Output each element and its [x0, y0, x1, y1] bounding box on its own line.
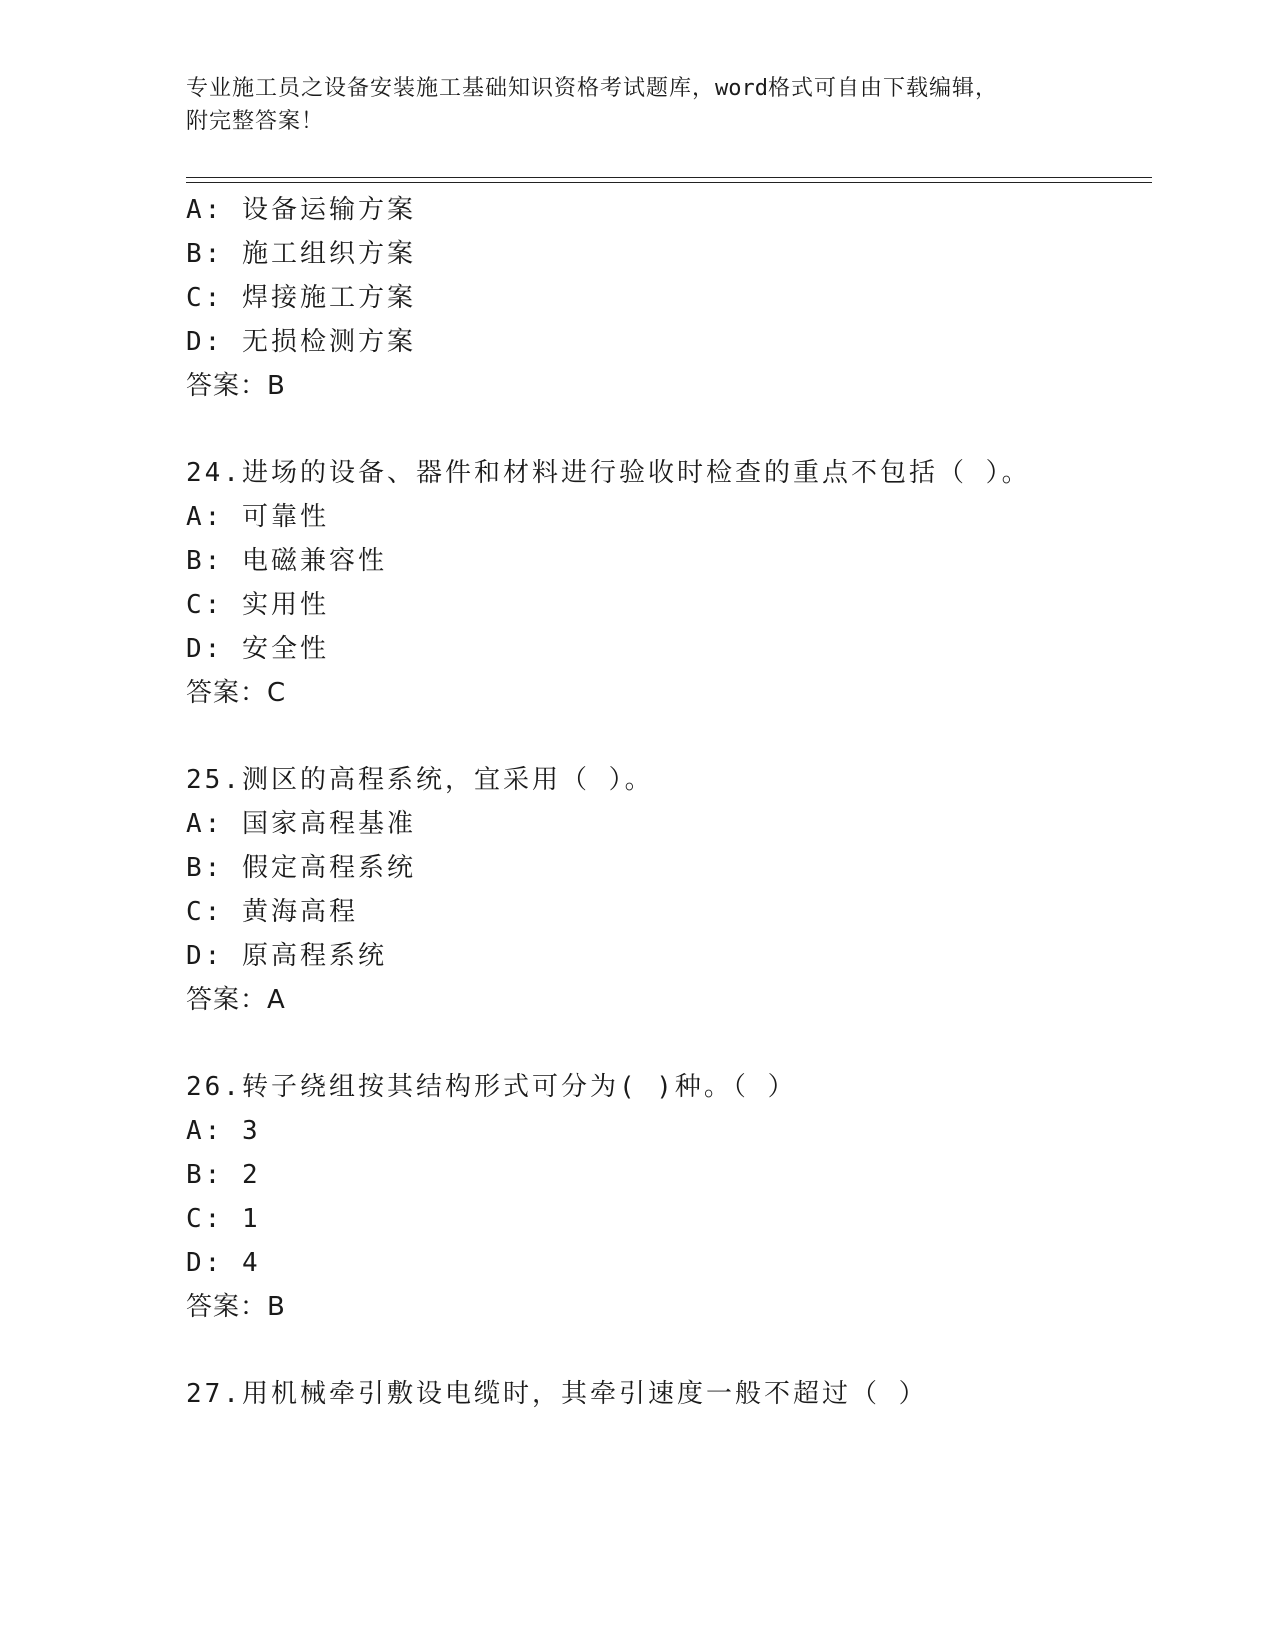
q26-answer: 答案：B [186, 1292, 286, 1322]
q25-answer: 答案：A [186, 985, 286, 1015]
q25-option-b: B: 假定高程系统 [186, 853, 416, 883]
q25-option-c: C: 黄海高程 [186, 897, 358, 927]
q24-option-d: D: 安全性 [186, 634, 329, 664]
q24-option-a: A: 可靠性 [186, 502, 329, 532]
q24-answer: 答案：C [186, 678, 287, 708]
header-divider-top [186, 177, 1152, 178]
document-header [186, 72, 1086, 138]
header-divider-bottom [186, 182, 1152, 183]
q23-option-d: D: 无损检测方案 [186, 327, 416, 357]
header-line-2: 附完整答案！ [186, 109, 325, 134]
q26-option-d: D: 4 [186, 1248, 261, 1278]
q26-option-c: C: 1 [186, 1204, 261, 1234]
q27-question: 27.用机械牵引敷设电缆时，其牵引速度一般不超过（ ） [186, 1379, 928, 1409]
q23-option-b: B: 施工组织方案 [186, 239, 416, 269]
header-title-word: word [715, 76, 768, 101]
header-title-part1: 专业施工员之设备安装施工基础知识资格考试题库， [186, 76, 716, 101]
q23-option-a: A: 设备运输方案 [186, 195, 416, 225]
q23-option-c: C: 焊接施工方案 [186, 283, 416, 313]
q24-option-c: C: 实用性 [186, 590, 329, 620]
q25-option-d: D: 原高程系统 [186, 941, 387, 971]
q24-option-b: B: 电磁兼容性 [186, 546, 387, 576]
q23-answer: 答案：B [186, 371, 286, 401]
q25-question: 25.测区的高程系统，宜采用（ ）。 [186, 765, 654, 795]
q26-question: 26.转子绕组按其结构形式可分为( )种。（ ） [186, 1072, 797, 1102]
q24-question: 24.进场的设备、器件和材料进行验收时检查的重点不包括（ ）。 [186, 458, 1031, 488]
q25-option-a: A: 国家高程基准 [186, 809, 416, 839]
header-title-part2: 格式可自由下载编辑， [768, 76, 999, 101]
header-line-1 [186, 72, 1086, 105]
q26-option-b: B: 2 [186, 1160, 261, 1190]
q26-option-a: A: 3 [186, 1116, 261, 1146]
